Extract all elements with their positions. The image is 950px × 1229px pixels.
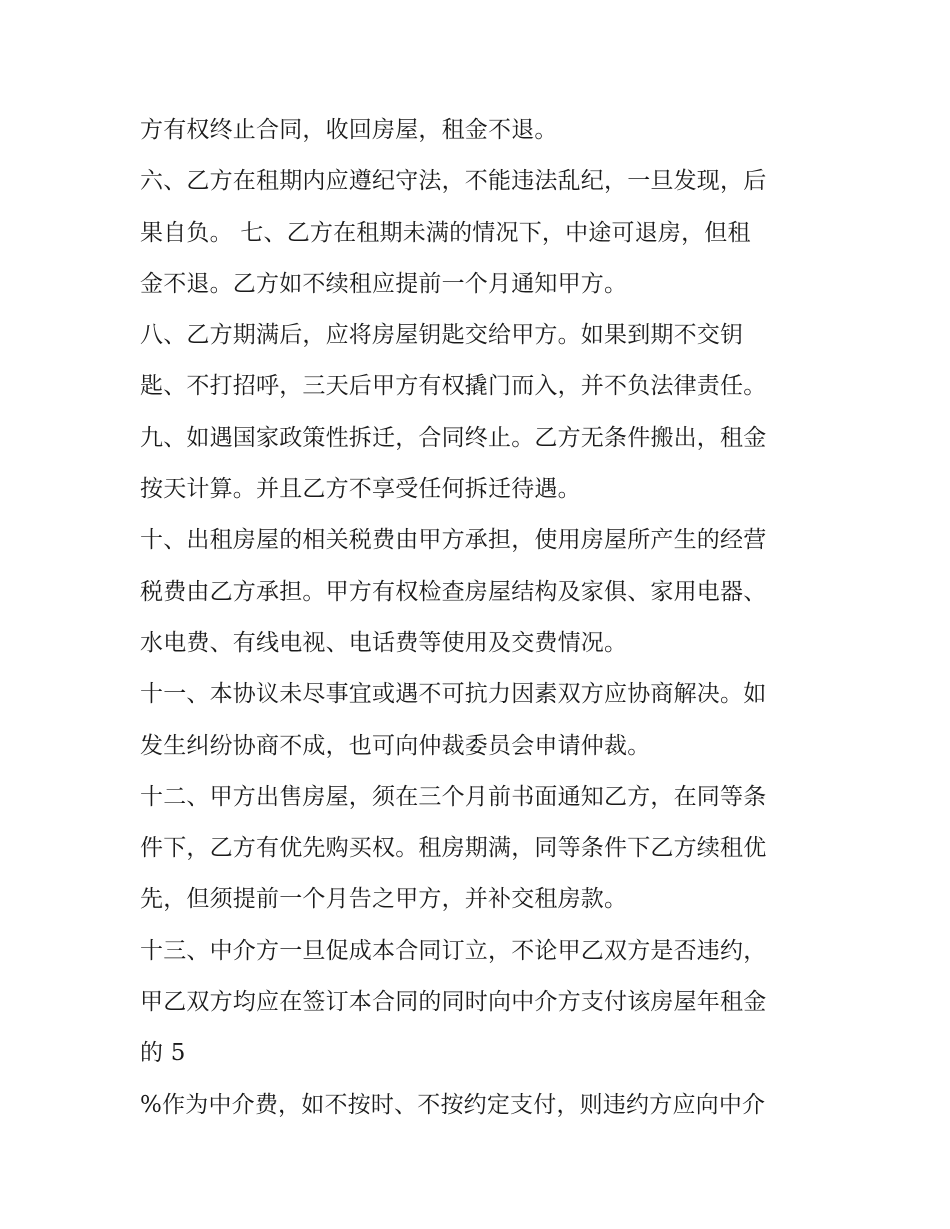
contract-text — [140, 105, 820, 1131]
text-line-12: 十一、本协议未尽事宜或遇不可抗力因素双方应协商解决。如 — [140, 681, 767, 708]
text-line-17: 十三、中介方一旦促成本合同订立，不论甲乙双方是否违约， — [140, 937, 767, 964]
text-line-2: 六、乙方在租期内应遵纪守法，不能违法乱纪，一旦发现，后 — [140, 168, 767, 195]
text-line-19: 的 5 — [140, 1040, 186, 1067]
text-line-10: 税费由乙方承担。甲方有权检查房屋结构及家俱、家用电器、 — [140, 578, 767, 605]
text-line-14: 十二、甲方出售房屋，须在三个月前书面通知乙方，在同等条 — [140, 783, 767, 810]
text-line-7: 九、如遇国家政策性拆迁，合同终止。乙方无条件搬出，租金 — [140, 424, 767, 451]
text-line-4: 金不退。乙方如不续租应提前一个月通知甲方。 — [140, 270, 628, 297]
text-line-15: 件下，乙方有优先购买权。租房期满，同等条件下乙方续租优 — [140, 835, 767, 862]
text-line-1: 方有权终止合同，收回房屋，租金不退。 — [140, 117, 558, 143]
text-line-8: 按天计算。并且乙方不享受任何拆迁待遇。 — [140, 476, 581, 503]
text-line-5: 八、乙方期满后，应将房屋钥匙交给甲方。如果到期不交钥 — [140, 322, 744, 349]
text-line-3: 果自负。 七、乙方在租期未满的情况下，中途可退房，但租 — [140, 219, 751, 246]
text-line-16: 先，但须提前一个月告之甲方，并补交租房款。 — [140, 886, 628, 913]
text-line-13: 发生纠纷协商不成，也可向仲裁委员会申请仲裁。 — [140, 732, 651, 759]
text-line-11: 水电费、有线电视、电话费等使用及交费情况。 — [140, 629, 628, 656]
text-line-9: 十、出租房屋的相关税费由甲方承担，使用房屋所产生的经营 — [140, 527, 767, 554]
text-line-20: %作为中介费，如不按时、不按约定支付，则违约方应向中介 — [140, 1091, 766, 1118]
text-line-6: 匙、不打招呼，三天后甲方有权撬门而入，并不负法律责任。 — [140, 373, 767, 400]
text-line-18: 甲乙双方均应在签订本合同的同时向中介方支付该房屋年租金 — [140, 989, 767, 1016]
